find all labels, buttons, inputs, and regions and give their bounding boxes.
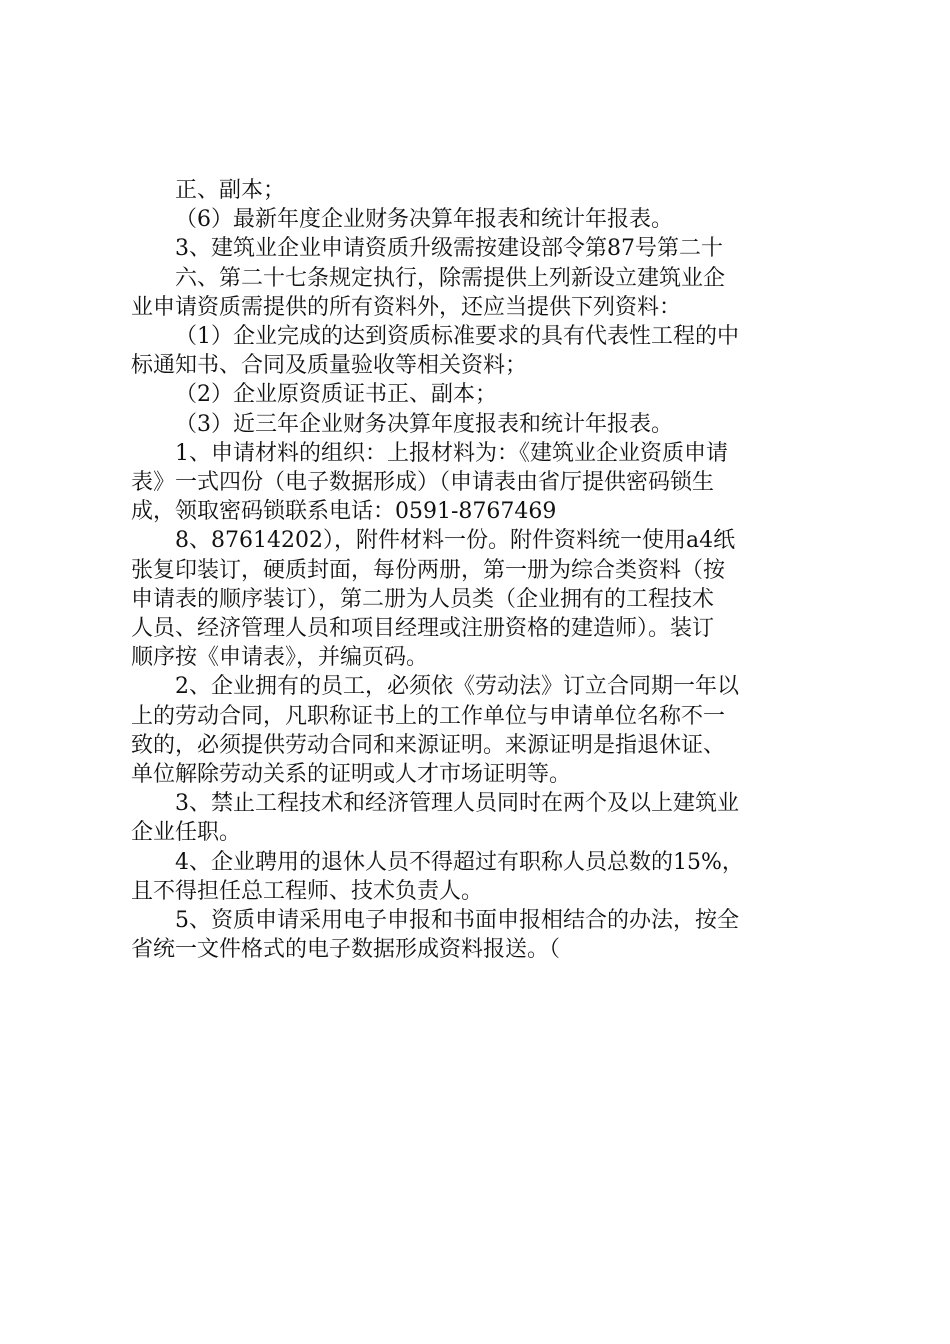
document-line: （1）企业完成的达到资质标准要求的具有代表性工程的中 (175, 324, 739, 350)
document-line: 3、禁止工程技术和经济管理人员同时在两个及以上建筑业 (175, 791, 739, 817)
document-line: 致的，必须提供劳动合同和来源证明。来源证明是指退休证、 (131, 732, 726, 758)
document-line: 上的劳动合同，凡职称证书上的工作单位与申请单位名称不一 (131, 703, 726, 729)
document-line: 5、资质申请采用电子申报和书面申报相结合的办法，按全 (175, 908, 739, 934)
document-line: （3）近三年企业财务决算年度报表和统计年报表。 (175, 411, 673, 437)
document-line: 张复印装订，硬质封面，每份两册，第一册为综合类资料（按 (131, 557, 726, 583)
document-line: 且不得担任总工程师、技术负责人。 (131, 878, 484, 904)
document-line: 单位解除劳动关系的证明或人才市场证明等。 (131, 762, 572, 788)
document-line: 1、申请材料的组织：上报材料为：《建筑业企业资质申请 (175, 440, 728, 466)
document-line: 顺序按《申请表》，并编页码。 (131, 645, 429, 671)
document-line: 企业任职。 (131, 820, 242, 846)
document-line: 8、87614202），附件材料一份。附件资料统一使用a4纸 (175, 528, 736, 554)
document-line: 标通知书、合同及质量验收等相关资料； (131, 353, 528, 379)
document-line: 正、副本； (175, 178, 286, 203)
document-line: 人员、经济管理人员和项目经理或注册资格的建造师）。装订 (131, 616, 715, 642)
document-line: 2、企业拥有的员工，必须依《劳动法》订立合同期一年以 (175, 674, 739, 700)
document-line: 省统一文件格式的电子数据形成资料报送。（ (131, 937, 561, 963)
document-line: 3、建筑业企业申请资质升级需按建设部令第87号第二十 (175, 236, 723, 262)
document-line: 业申请资质需提供的所有资料外，还应当提供下列资料： (131, 294, 682, 320)
document-line: 六、第二十七条规定执行，除需提供上列新设立建筑业企 (175, 265, 726, 291)
document-line: 表》一式四份（电子数据形成）（申请表由省厅提供密码锁生 (131, 470, 715, 496)
document-line: （2）企业原资质证书正、副本； (175, 382, 497, 408)
document-line: 申请表的顺序装订），第二册为人员类（企业拥有的工程技术 (131, 586, 715, 612)
document-line: 4、企业聘用的退休人员不得超过有职称人员总数的15%， (175, 849, 744, 875)
document-body (131, 176, 831, 964)
document-line: 成，领取密码锁联系电话：0591-8767469 (131, 499, 557, 525)
document-line: （6）最新年度企业财务决算年报表和统计年报表。 (175, 207, 673, 233)
